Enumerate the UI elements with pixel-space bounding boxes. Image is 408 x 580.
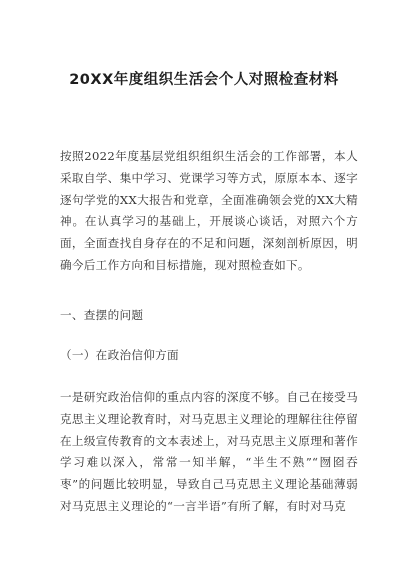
intro-paragraph: 按照2022年度基层党组织组织生活会的工作部署，本人采取自学、集中学习、党课学习等方式，原原本本、逐字逐句学党的XX大报告和党章，全面准确领会党的XX大精神。在认真学习的基础上，开展谈心谈话，对照六个方面，全面查找自身存在的不足和问题，深刻剖析原因，明确今后工作方向和目标措施，现对照检查如下。	[60, 149, 358, 272]
body-paragraph: 一是研究政治信仰的重点内容的深度不够。自己在接受马克思主义理论教育时，对马克思主义理论的理解往往停留在上级宣传教育的文本表述上，对马克思主义原理和著作学习难以深入，常常一知半解，“半生不熟”“囫囵吞枣”的问题比较明显，导致自己马克思主义理论基础薄弱对马克思主义理论的“一言半语”有所了解，有时对马克	[60, 390, 358, 513]
subsection-heading: （一）在政治信仰方面	[60, 348, 179, 362]
section-heading: 一、查摆的问题	[60, 308, 144, 322]
document-title: 20XX年度组织生活会个人对照检查材料	[69, 72, 339, 88]
